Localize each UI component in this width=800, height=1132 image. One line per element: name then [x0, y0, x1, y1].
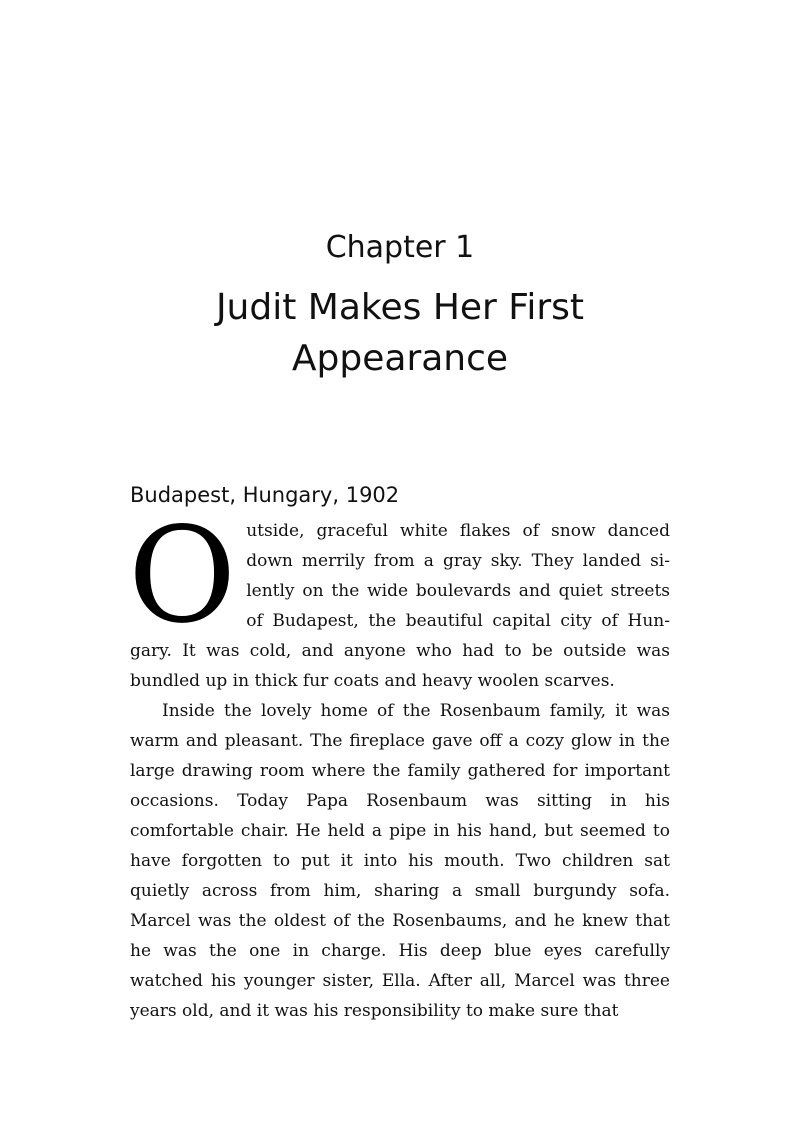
chapter-number: Chapter 1 — [325, 230, 475, 265]
section-heading: Budapest, Hungary, 1902 — [130, 483, 400, 507]
body-text — [128, 499, 670, 1026]
chapter-title-line-2: Appearance — [291, 338, 509, 379]
chapter-title — [150, 282, 650, 384]
paragraph-1-text: utside, graceful white flakes of snow danced down merrily from a gray sky. They landed silently on the wide boulevards and quiet streets of Budapest, the beautiful capital city of Hungary. It was cold, and anyone who had to be outside was bundled up in thick fur coats and heavy woolen scarves. — [130, 521, 670, 691]
drop-cap: O — [128, 499, 237, 653]
paragraph-2: Inside the lovely home of the Rosenbaum family, it was warm and pleasant. The fireplace gave off a cozy glow in the large drawing room where the family gathered for important occasions. Today Papa Rosenbaum was sitting in his comfortable chair. He held a pipe in his hand, but seemed to have forgotten to put it into his mouth. Two children sat quietly across from him, sharing a small burgundy sofa. Marcel was the oldest of the Rosenbaums, and he knew that he was the one in charge. His deep blue eyes carefully watched his younger sister, Ella. After all, Marcel was three years old, and it was his responsibility to make sure that — [130, 701, 670, 1021]
chapter-title-line-1: Judit Makes Her First — [215, 287, 585, 328]
paragraph-1 — [128, 499, 670, 696]
